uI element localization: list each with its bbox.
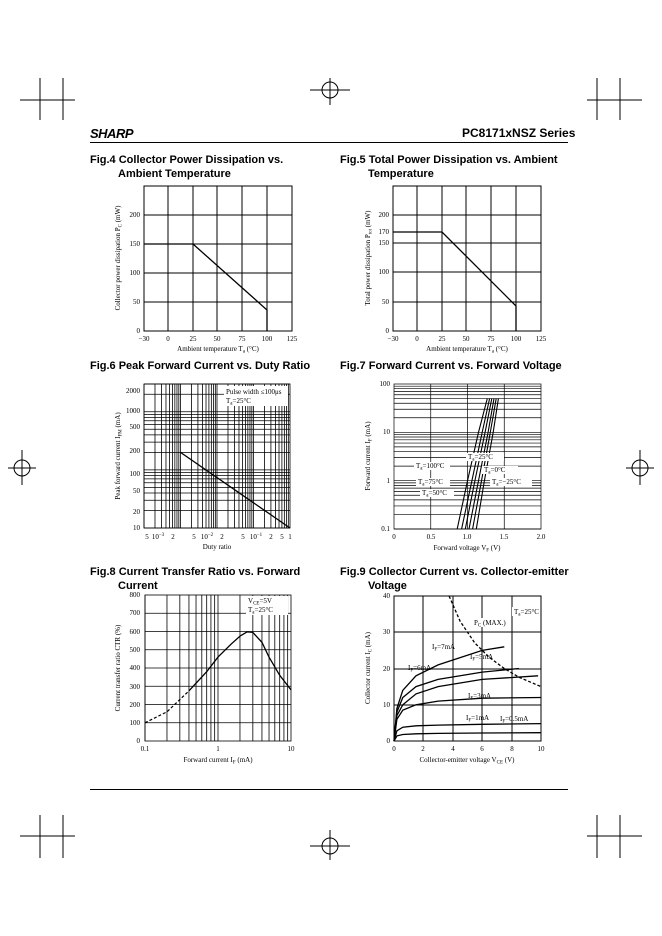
fig9-chart [350,590,570,770]
fig4-xtick: 0 [166,335,170,343]
fig6-ytick: 200 [129,447,140,455]
fig6-title: Fig.6 Peak Forward Current vs. Duty Ratio [90,360,311,372]
fig9-ytick: 10 [383,701,390,709]
model-series: PC8171xNSZ Series [462,126,576,140]
fig5-title: Fig.5 Total Power Dissipation vs. Ambient Temperature [340,154,558,180]
fig4-ytick: 200 [129,211,140,219]
fig5-chart [350,180,570,360]
fig5-xtick: 50 [462,335,470,343]
fig9-label: $I_F=1mA$ [466,714,490,724]
fig4-xlabel: Ambient temperature $T_a$ (°C) [177,345,259,355]
fig8-chart [100,590,320,770]
fig6-xtick: 5 [280,533,284,541]
fig9-xtick: 6 [480,745,484,753]
fig9-xtick: 0 [392,745,396,753]
fig6-xtick: $10^{-3}$ [151,533,165,541]
fig4-xtick: −30 [138,335,150,343]
fig7-xtick: 0.5 [426,533,436,541]
fig9-label: $I_F=7mA$ [432,643,456,653]
fig9-annotation: $P_C$ (MAX.) [474,619,506,629]
fig9-title: Fig.9 Collector Current vs. Collector-emitter Voltage [340,566,569,592]
fig6-curve [181,452,291,528]
fig9-label: $I_F=5mA$ [470,653,494,663]
fig6-ytick: 100 [129,470,140,478]
fig5-ylabel: Total power dissipation $P_{tot}$ (mW) [364,210,374,306]
fig6-xlabel: Duty ratio [202,543,232,551]
fig4-ytick: 100 [129,269,140,277]
fig9-ytick: 0 [386,737,390,745]
fig8-ytick: 100 [129,719,140,727]
fig5-ytick: 0 [385,327,389,335]
fig8-xtick: 1 [216,745,220,753]
fig8-ytick: 300 [129,683,140,691]
fig8-ytick: 700 [129,609,140,617]
fig9-label: $I_F=0.5mA$ [500,715,529,725]
fig8-ylabel: Current transfer ratio CTR (%) [114,624,122,712]
fig5-ytick: 50 [382,298,389,306]
fig7-ytick: 10 [383,428,390,436]
fig7-title: Fig.7 Forward Current vs. Forward Voltage [340,360,562,372]
fig7-label: $T_a=50^\circ C$ [422,489,447,499]
fig8-ytick: 0 [136,737,140,745]
fig7-xtick: 1.0 [462,533,472,541]
fig6-ytick: 1000 [126,407,140,415]
fig5-xtick: −30 [387,335,399,343]
fig4-ytick: 0 [136,327,140,335]
fig6-ytick: 50 [133,487,140,495]
fig7-xtick: 1.5 [499,533,509,541]
fig7-ytick: 0.1 [381,525,390,533]
fig6-ylabel: Peak forward current $I_{FM}$ (mA) [114,412,124,500]
fig6-ytick: 500 [129,423,140,431]
fig7-label: $T_a=100^\circ C$ [416,462,445,472]
fig6-annotation: Pulse width ≤100μs [226,388,282,396]
fig6-xtick: $10^{-1}$ [249,533,263,541]
fig7-label: $T_a=0^\circ C$ [484,466,506,476]
fig9-series-2 [394,676,538,741]
fig7-label: $T_a=75^\circ C$ [418,478,443,488]
fig9-series-5 [394,733,541,741]
header-rule [90,142,568,143]
fig9-xtick: 10 [537,745,545,753]
fig9-label: $I_F=6mA$ [408,664,432,674]
fig4-xtick: 25 [189,335,197,343]
fig6-xtick: 2 [220,533,224,541]
fig6-chart [100,378,320,558]
brand-logo: SHARP [90,126,134,141]
fig5-ytick: 100 [378,268,389,276]
fig7-ytick: 1 [386,477,390,485]
footer-rule [90,789,568,790]
fig4-ytick: 50 [133,298,140,306]
fig8-ytick: 200 [129,701,140,709]
fig4-xtick: 100 [261,335,273,343]
fig8-xtick: 0.1 [140,745,150,753]
fig8-ytick: 800 [129,591,140,599]
fig8-xtick: 10 [287,745,295,753]
fig6-ytick: 10 [133,524,140,532]
fig4-xtick: 50 [213,335,221,343]
fig4-xtick: 75 [238,335,246,343]
fig6-xtick: 5 [145,533,149,541]
fig5-ytick: 150 [378,239,389,247]
fig8-annotation: $V_{CE}=5V$ [248,597,272,607]
fig5-xtick: 100 [510,335,522,343]
fig5-xlabel: Ambient temperature $T_a$ (°C) [426,345,508,355]
fig8-ytick: 400 [129,664,140,672]
fig9-ytick: 20 [383,665,390,673]
fig4-title: Fig.4 Collector Power Dissipation vs. Ambient Temperature [90,154,284,180]
fig9-ytick: 40 [383,592,390,600]
fig5-curve [393,232,516,331]
fig9-xtick: 4 [451,745,455,753]
fig7-xtick: 0 [392,533,396,541]
fig6-xtick: $10^{-2}$ [200,533,214,541]
fig9-label: $I_F=3mA$ [468,692,492,702]
fig9-xtick: 2 [421,745,425,753]
fig8-title: Fig.8 Current Transfer Ratio vs. Forward Current [90,566,301,592]
fig5-xtick: 25 [438,335,446,343]
fig8-ytick: 500 [129,646,140,654]
fig8-ytick: 600 [129,628,140,636]
fig7-chart [350,378,570,558]
fig4-curve [144,244,267,331]
fig9-ylabel: Collector current $I_C$ (mA) [364,632,374,704]
fig5-xtick: 125 [535,335,547,343]
fig4-ytick: 150 [129,240,140,248]
fig4-ylabel: Collector power dissipation $P_C$ (mW) [114,205,124,311]
fig7-xtick: 2.0 [536,533,546,541]
fig5-xtick: 0 [415,335,419,343]
fig7-label: $T_a=-25^\circ C$ [492,478,521,488]
fig7-ylabel: Forward current $I_F$ (mA) [364,421,374,491]
fig6-xtick: 1 [288,533,292,541]
fig8-annotation: $T_a=25^\circ C$ [248,606,273,616]
fig4-xtick: 125 [286,335,298,343]
fig5-xtick: 75 [487,335,495,343]
fig6-xtick: 5 [192,533,196,541]
fig6-xtick: 2 [269,533,273,541]
fig4-chart [100,180,320,360]
fig9-xlabel: Collector-emitter voltage $V_{CE}$ (V) [419,756,515,766]
fig5-ytick: 200 [378,211,389,219]
fig7-label: $T_a=25^\circ C$ [468,453,493,463]
fig6-xtick: 2 [171,533,175,541]
fig6-ytick: 20 [133,508,140,516]
fig7-ytick: 100 [379,380,390,388]
fig6-ytick: 2000 [126,387,140,395]
fig5-ytick: 170 [378,228,389,236]
fig9-xtick: 8 [510,745,514,753]
fig7-xlabel: Forward voltage $V_F$ (V) [433,544,501,554]
fig6-xtick: 5 [241,533,245,541]
fig8-xlabel: Forward current $I_F$ (mA) [183,756,253,766]
fig9-annotation: $T_a=25^\circ C$ [514,608,539,618]
fig9-ytick: 30 [383,628,390,636]
fig6-annotation: $T_a=25^\circ C$ [226,397,251,407]
